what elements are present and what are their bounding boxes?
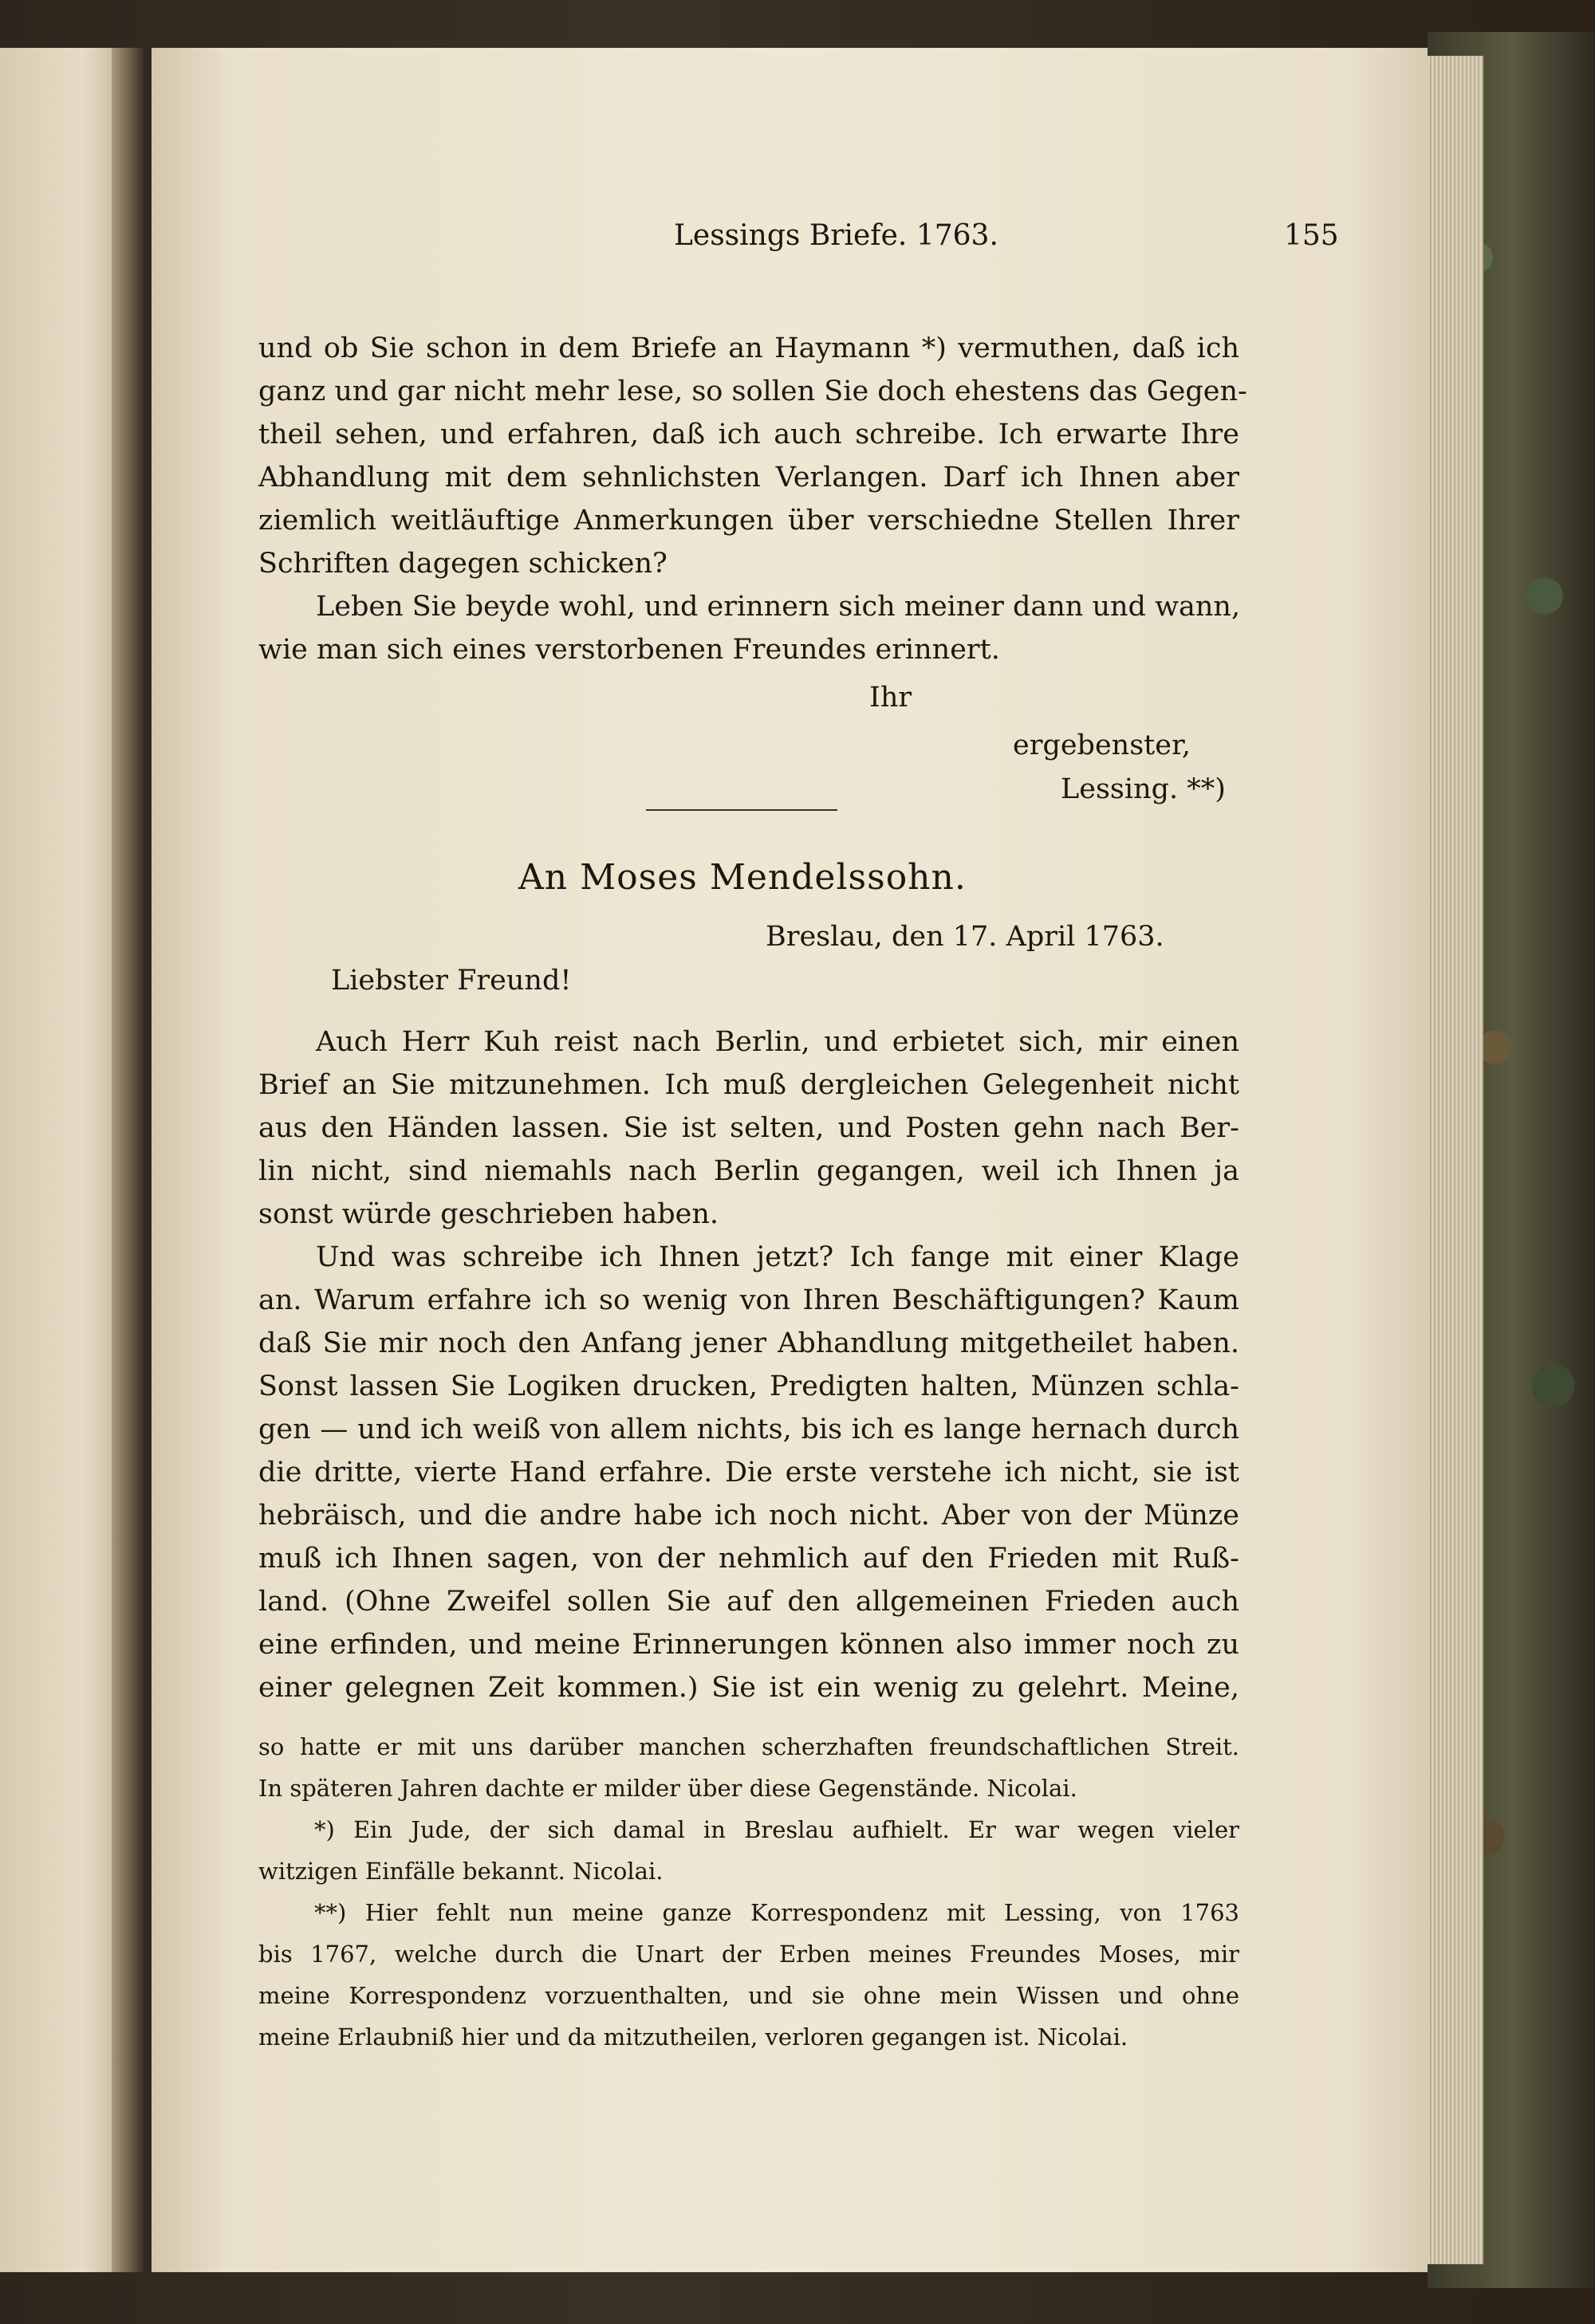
book-gutter: [112, 48, 144, 2272]
footnote-line: **) Hier fehlt nun meine ganze Korrespondenz mit Lessing, von 1763: [314, 1899, 1239, 1926]
text-line: wie man sich eines verstorbenen Freundes erinnert.: [258, 634, 1000, 666]
text-line: ganz und gar nicht mehr lese, so sollen Sie doch ehestens das Gegen-: [258, 376, 1247, 407]
text-line: Sonst lassen Sie Logiken drucken, Predigten halten, Münzen schla-: [258, 1370, 1239, 1402]
text-line: lin nicht, sind niemahls nach Berlin gegangen, weil ich Ihnen ja: [258, 1155, 1239, 1187]
left-page-edge: [0, 48, 120, 2272]
footnote-line: bis 1767, welche durch die Unart der Erben meines Freundes Moses, mir: [258, 1941, 1239, 1968]
signature-ihr: Ihr: [869, 682, 912, 714]
letter-body: [258, 1020, 1239, 1709]
text-line: Leben Sie beyde wohl, und erinnern sich meiner dann und wann,: [316, 591, 1241, 623]
text-line: ziemlich weitläuftige Anmerkungen über verschiedne Stellen Ihrer: [258, 505, 1239, 537]
signature-name: Lessing. **): [1061, 773, 1226, 805]
text-line: aus den Händen lassen. Sie ist selten, und Posten gehn nach Ber-: [258, 1112, 1239, 1144]
page-edges: [1428, 56, 1483, 2264]
text-line: Abhandlung mit dem sehnlichsten Verlangen. Darf ich Ihnen aber: [258, 462, 1239, 494]
footnote-line: meine Erlaubniß hier und da mitzutheilen, verloren gegangen ist. Nicolai.: [258, 2023, 1128, 2051]
text-line: eine erfinden, und meine Erinnerungen können also immer noch zu: [258, 1629, 1239, 1661]
text-line: Auch Herr Kuh reist nach Berlin, und erbietet sich, mir einen: [316, 1026, 1239, 1058]
footnote-line: so hatte er mit uns darüber manchen scherzhaften freundschaftlichen Streit.: [258, 1733, 1239, 1760]
footnote-line: In späteren Jahren dachte er milder über diese Gegenstände. Nicolai.: [258, 1775, 1077, 1802]
letter-ending: [258, 327, 1247, 671]
page-header: [263, 219, 1428, 259]
book-page: [152, 48, 1428, 2272]
text-line: Brief an Sie mitzunehmen. Ich muß dergleichen Gelegenheit nicht: [258, 1069, 1239, 1101]
text-line: gen — und ich weiß von allem nichts, bis ich es lange hernach durch: [258, 1414, 1239, 1445]
letter-dateline: Breslau, den 17. April 1763.: [766, 921, 1164, 953]
footnotes: [258, 1726, 1239, 2058]
text-line: einer gelegnen Zeit kommen.) Sie ist ein wenig zu gelehrt. Meine,: [258, 1672, 1239, 1704]
text-line: hebräisch, und die andre habe ich noch nicht. Aber von der Münze: [258, 1500, 1239, 1532]
footnote-line: meine Korrespondenz vorzuenthalten, und sie ohne mein Wissen und ohne: [258, 1982, 1239, 2009]
running-title: Lessings Briefe. 1763.: [674, 219, 998, 252]
signature-closing: ergebenster,: [1013, 729, 1191, 761]
text-line: Und was schreibe ich Ihnen jetzt? Ich fange mit einer Klage: [316, 1241, 1239, 1273]
text-line: sonst würde geschrieben haben.: [258, 1198, 719, 1230]
text-line: daß Sie mir noch den Anfang jener Abhandlung mitgetheilet haben.: [258, 1327, 1239, 1359]
text-line: die dritte, vierte Hand erfahre. Die erste verstehe ich nicht, sie ist: [258, 1457, 1239, 1488]
footnote-line: *) Ein Jude, der sich damal in Breslau aufhielt. Er war wegen vieler: [314, 1816, 1239, 1843]
text-line: Schriften dagegen schicken?: [258, 548, 668, 580]
text-line: theil sehen, und erfahren, daß ich auch schreibe. Ich erwarte Ihre: [258, 419, 1239, 450]
text-line: land. (Ohne Zweifel sollen Sie auf den allgemeinen Frieden auch: [258, 1586, 1239, 1618]
footnote-line: witzigen Einfälle bekannt. Nicolai.: [258, 1858, 664, 1885]
text-line: an. Warum erfahre ich so wenig von Ihren Beschäftigungen? Kaum: [258, 1284, 1239, 1316]
page-number: 155: [1284, 219, 1339, 252]
text-line: muß ich Ihnen sagen, von der nehmlich auf den Frieden mit Ruß-: [258, 1543, 1239, 1575]
text-line: und ob Sie schon in dem Briefe an Haymann *) vermuthen, daß ich: [258, 332, 1239, 364]
letter-salutation: Liebster Freund!: [331, 965, 572, 997]
section-divider: [646, 809, 837, 811]
letter-heading: An Moses Mendelssohn.: [518, 857, 967, 898]
